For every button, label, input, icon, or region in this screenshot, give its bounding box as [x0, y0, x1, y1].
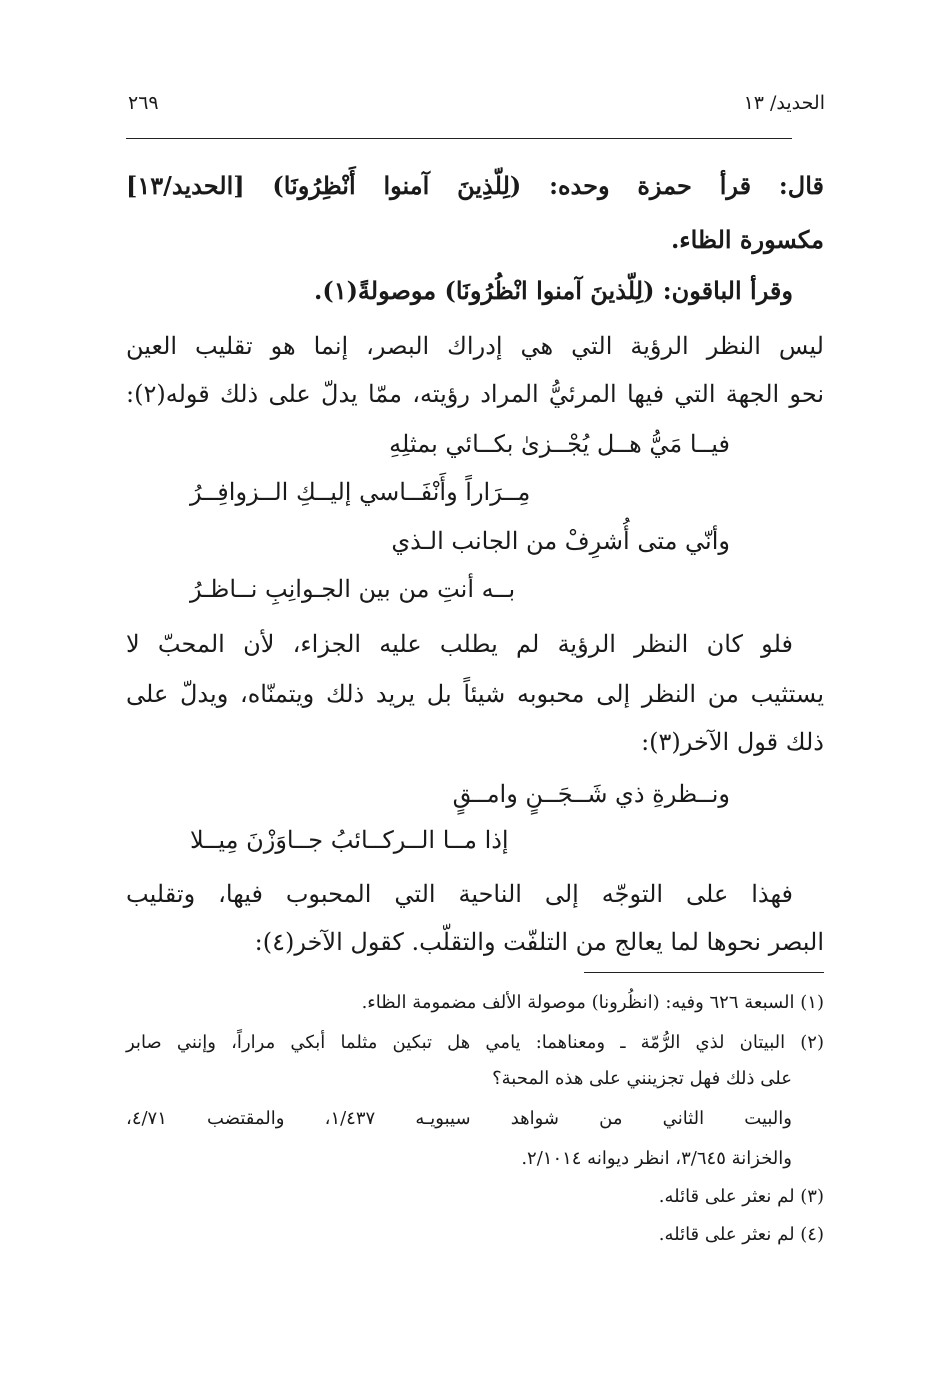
body-line-1: قال: قرأ حمزة وحده: (لِلّذِينَ آمنوا أَنْظِرُونَا) [الحديد/١٣]: [126, 171, 824, 200]
para2-line-1: فلو كان النظر الرؤية لم يطلب عليه الجزاء، لأن المحبّ لا: [126, 630, 793, 658]
verse2-line-2: إذا مــا الــركــائبُ جــاوَزْنَ مِيــلا: [190, 826, 509, 854]
footnote-3: (٣) لم نعثر على قائله.: [658, 1186, 824, 1207]
footnote-2-cont: على ذلك فهل تجزينني على هذه المحبة؟: [492, 1068, 792, 1089]
footnote-2: (٢) البيتان لذي الرُّمّة ـ ومعناهما: يامي هل تبكين مثلما أبكي مراراً، وإنني صابر: [126, 1032, 824, 1053]
footnote-2-sources: والبيت الثاني من شواهد سيبويـه ١/٤٣٧، والمقتضب ٤/٧١،: [126, 1108, 792, 1129]
footnote-2-sources-cont: والخزانة ٣/٦٤٥، انظر ديوانه ٢/١٠١٤.: [521, 1148, 792, 1169]
verse1-line-2: مِــرَاراً وأَنْفَــاسي إليــكِ الــزوافِــرُ: [190, 478, 531, 506]
verse2-line-1: ونــظرةِ ذي شَــجَــنٍ وامــقٍ: [452, 780, 730, 808]
para2-line-3: ذلك قول الآخر(٣):: [641, 728, 824, 756]
body-line-4: ليس النظر الرؤية التي هي إدراك البصر، إنما هو تقليب العين: [126, 332, 824, 360]
body-line-3: وقرأ الباقون: (لِلّذينَ آمنوا انْظُرُونَا) موصولةً(١).: [313, 276, 793, 305]
para3-line-2: البصر نحوها لما يعالج من التلفّت والتقلّب. كقول الآخر(٤):: [254, 928, 824, 956]
body-line-5: نحو الجهة التي فيها المرئيُّ المراد رؤيته، ممّا يدلّ على ذلك قوله(٢):: [126, 380, 824, 408]
verse1-line-1: فيــا مَيُّ هــل يُجْــزىٰ بكــائي بمثلِهِ: [389, 430, 730, 458]
running-title: الحديد/ ١٣: [743, 92, 825, 114]
footnote-1: (١) السبعة ٦٢٦ وفيه: (انظُرونا) موصولة الألف مضمومة الظاء.: [361, 992, 824, 1013]
header-rule: [126, 138, 792, 139]
verse1-line-3: وأنّي متى أُشرِفْ من الجانب الـذي: [391, 527, 730, 555]
footnote-4: (٤) لم نعثر على قائله.: [658, 1224, 824, 1245]
footnote-rule: [584, 972, 824, 973]
para2-line-2: يستثيب من النظر إلى محبوبه شيئاً بل يريد ذلك ويتمنّاه، ويدلّ على: [126, 680, 824, 708]
page-number: ٢٦٩: [128, 92, 159, 114]
verse1-line-4: بــه أنتِ من بين الجـوانِبِ نــاظـرُ: [190, 575, 516, 603]
para3-line-1: فهذا على التوجّه إلى الناحية التي المحبوب فيها، وتقليب: [126, 880, 793, 908]
body-line-2: مكسورة الظاء.: [670, 225, 824, 254]
